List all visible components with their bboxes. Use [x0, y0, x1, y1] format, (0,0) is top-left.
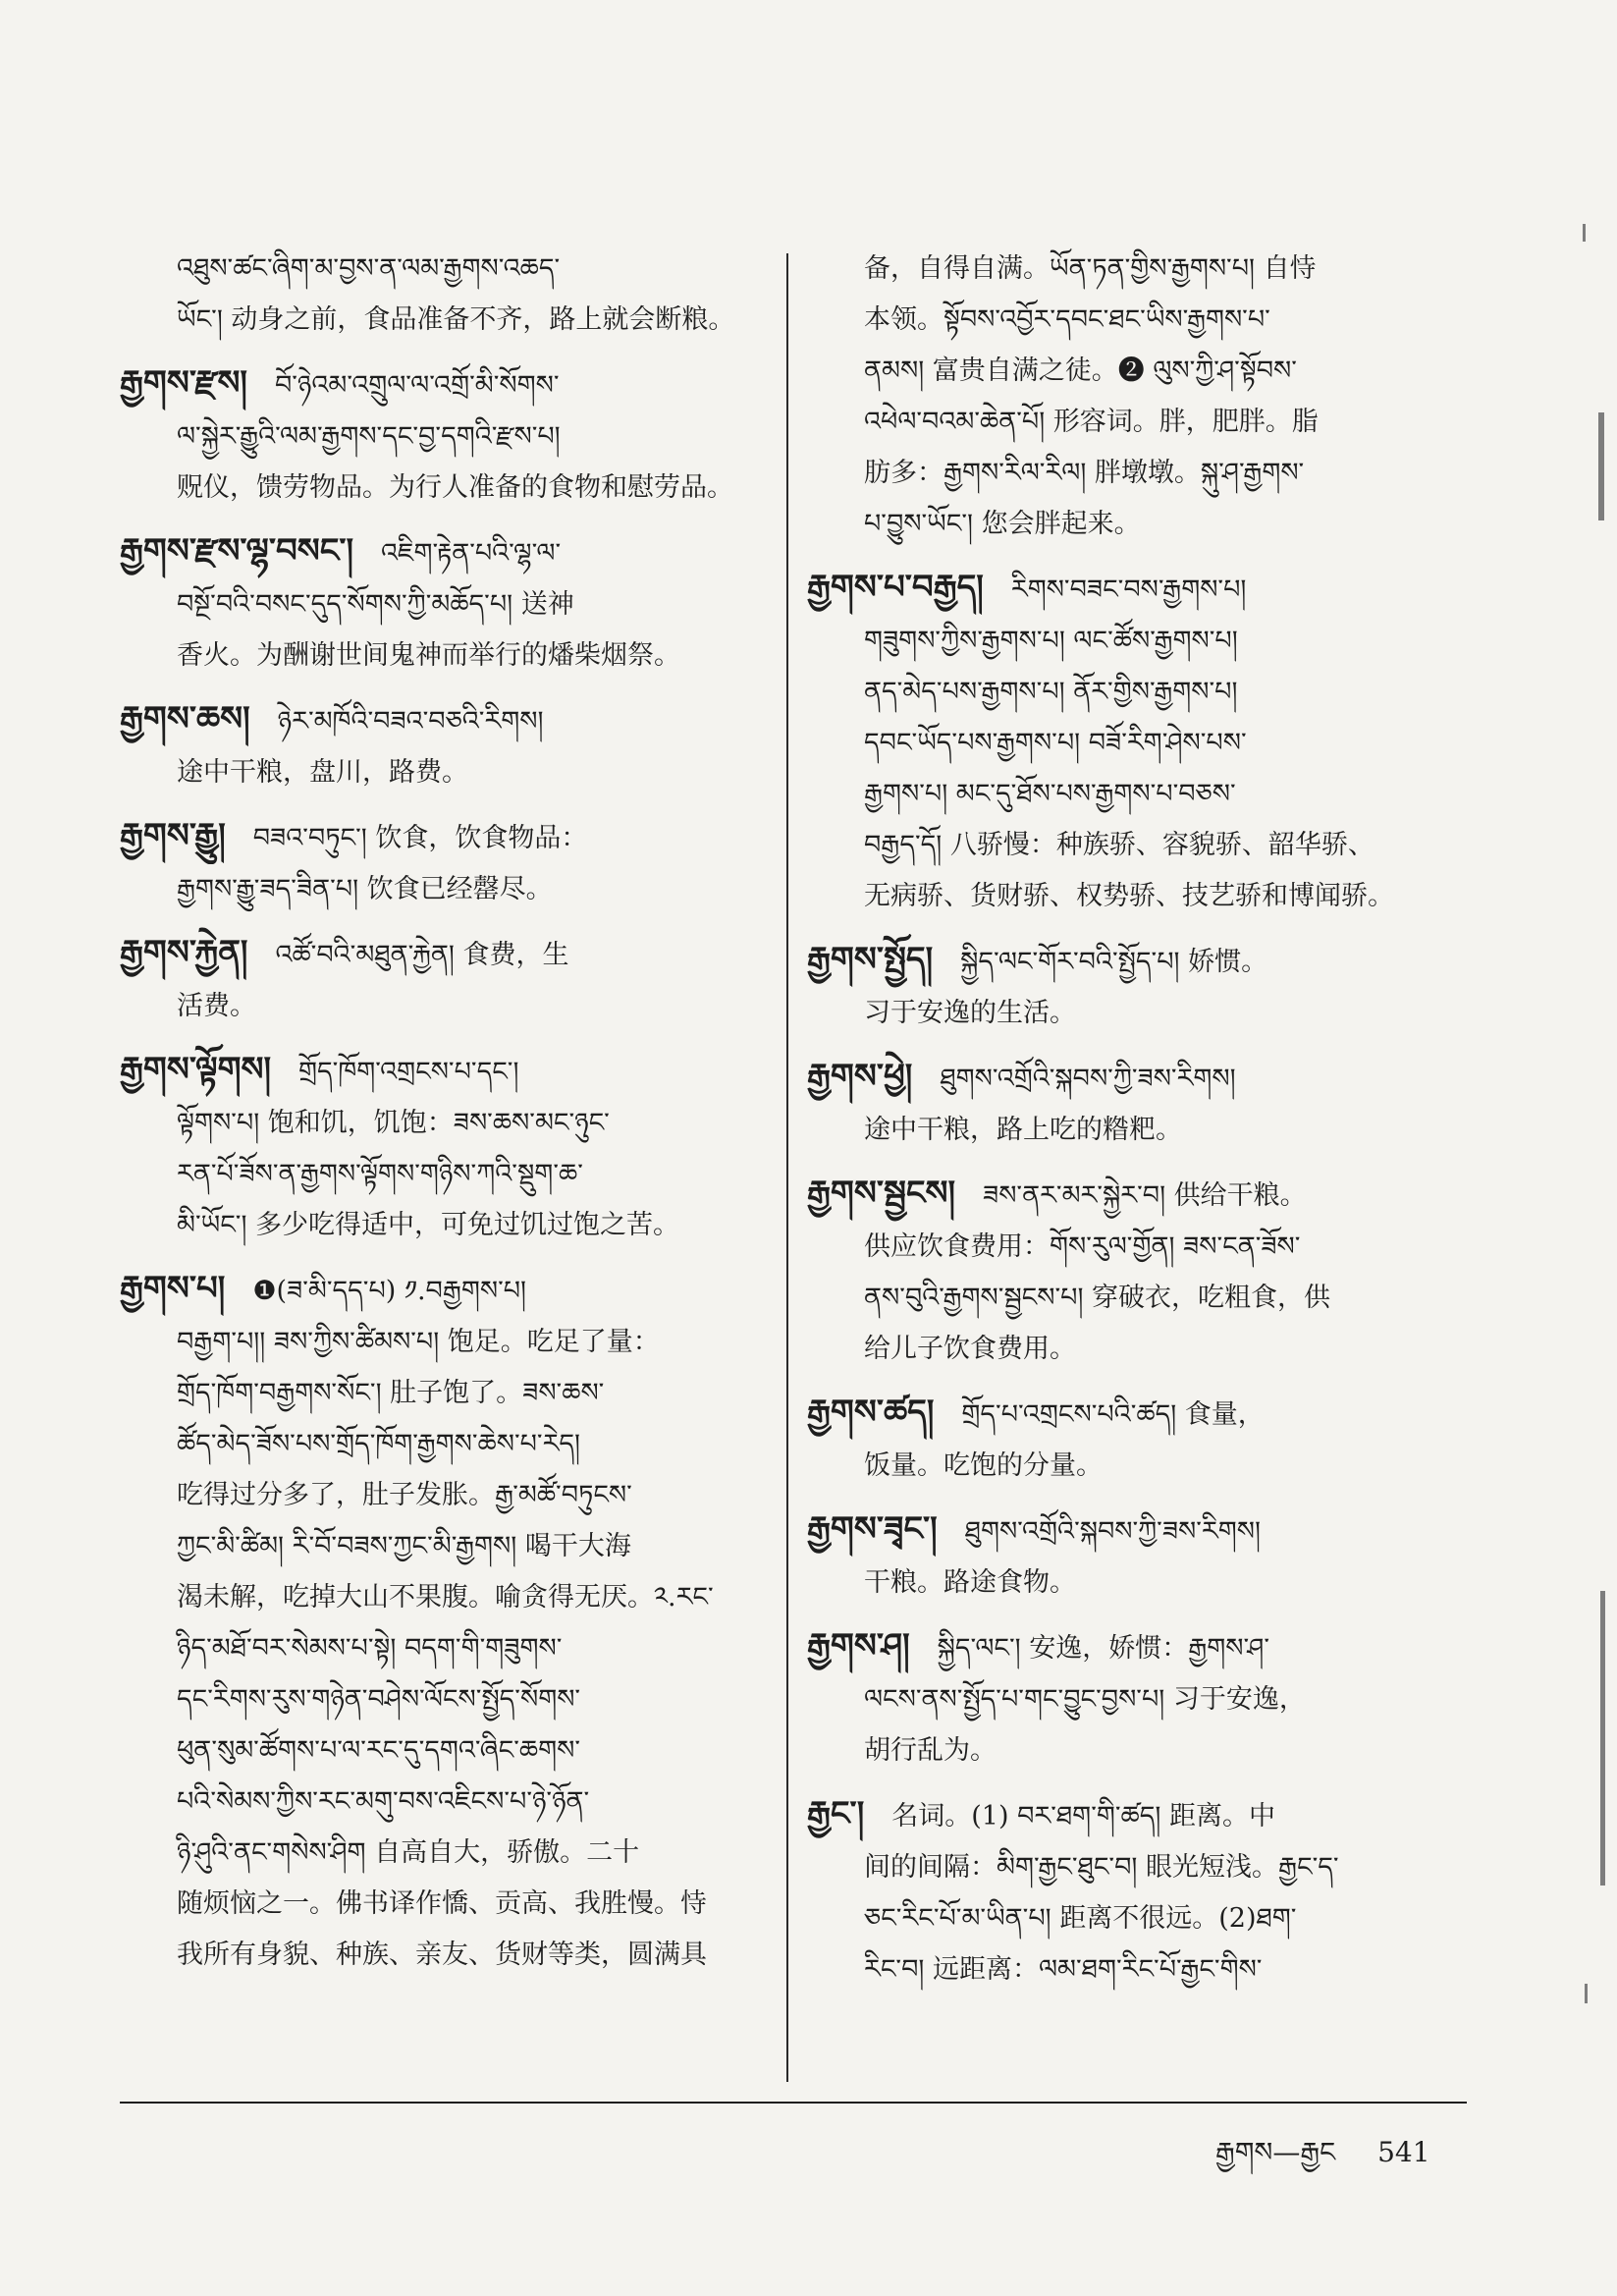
definition-text: བོ་ཉེའམ་འགྲུལ་ལ་འགྲོ་མི་སོགས་: [274, 370, 560, 401]
definition-text: ཕུན་སུམ་ཚོགས་པ་ལ་རང་དུ་དགའ་ཞིང་ཆགས་: [177, 1735, 581, 1766]
text-line: 本领。སྟོབས་འབྱོར་དབང་ཐང་ཡིས་རྒྱགས་པ་: [864, 304, 1270, 335]
definition-text: རྒྱགས་རྒྱུ་ཟད་ཟིན་པ། 饮食已经罄尽。: [177, 874, 553, 904]
dictionary-entry: [807, 562, 1463, 922]
text-line: [807, 769, 1463, 820]
text-line: [807, 1674, 1463, 1725]
dictionary-entry: [807, 934, 1463, 1039]
text-line: [807, 1441, 1463, 1492]
entry-first-line: [120, 1044, 776, 1098]
page-footer: [1215, 2121, 1430, 2199]
definition-text: ཉེར་མཁོའི་བཟའ་བཅའི་རིགས།: [277, 706, 544, 737]
headword: རྒྱགས་ལྟོགས།: [120, 1050, 272, 1089]
definition-text: 随烦恼之一。佛书译作憍、贡高、我胜慢。恃: [177, 1888, 707, 1919]
definition-text: གྲོད་པ་འགྲངས་པའི་ཚད། 食量，: [961, 1399, 1265, 1430]
text-line: [120, 1419, 776, 1470]
text-line: [120, 1828, 776, 1879]
definition-text: ཀྱང་མི་ཚིམ། རི་བོ་བཟས་ཀྱང་མི་རྒྱགས། 喝干大海: [177, 1531, 631, 1561]
text-line: [807, 1842, 1463, 1893]
text-line: 肪多：རྒྱགས་རིལ་རིལ། 胖墩墩。སྐུ་ཤ་རྒྱགས་: [864, 458, 1305, 488]
headword: རྒྱགས་རྐྱེན།: [120, 933, 248, 972]
definition-text: ཐུགས་འགྲོའི་སྐབས་ཀྱི་ཟས་རིགས།: [964, 1516, 1261, 1547]
definition-text: ཉི་ཤུའི་ནང་གསེས་ཤིག 自高自大，骄傲。二十: [177, 1837, 640, 1868]
headword: རྒྱགས་རྫས།: [120, 363, 247, 403]
definition-text: དང་རིགས་རུས་གཉེན་བཤེས་ལོངས་སྤྱོད་སོགས་: [177, 1684, 581, 1715]
definition-text: བཟའ་བཏུང་། 饮食，饮食物品：: [252, 823, 588, 853]
text-line: [120, 1623, 776, 1674]
definition-text: བརྒྱག་པ།། ཟས་ཀྱིས་ཚིམས་པ། 饱足。吃足了量：: [177, 1327, 660, 1357]
dictionary-entry: [807, 1620, 1463, 1777]
definition-text: 途中干粮，路上吃的糌粑。: [864, 1115, 1182, 1145]
text-line: [120, 747, 776, 798]
text-line: [120, 1777, 776, 1828]
entry-first-line: [807, 1788, 1463, 1842]
text-line: [120, 463, 776, 514]
text-line: [807, 1944, 1463, 1995]
dictionary-entry: [807, 1168, 1463, 1375]
definition-text: ཐུགས་འགྲོའི་སྐབས་ཀྱི་ཟས་རིགས།: [940, 1064, 1236, 1094]
definition-text: པའི་སེམས་ཀྱིས་རང་མགུ་བས་འཇིངས་པ་ཉེ་ཉོན་: [177, 1786, 590, 1817]
scan-edge-mark: [1583, 224, 1586, 242]
dictionary-entry: [807, 1503, 1463, 1609]
headword: རྒྱགས་པ་བརྒྱད།: [807, 568, 984, 607]
dictionary-entry: [120, 357, 776, 514]
headword: རྒྱགས་སྤྱོད།: [807, 940, 934, 979]
text-line: [120, 1149, 776, 1200]
text-line: [807, 616, 1463, 667]
text-line: [120, 1200, 776, 1251]
definition-text: 我所有身貌、种族、亲友、货财等类，圆满具: [177, 1940, 707, 1970]
headword: རྒྱགས་ཚད།: [807, 1393, 935, 1432]
headword: རྒྱགས་ཕྱེ།: [807, 1057, 913, 1096]
definition-text: 吃得过分多了，肚子发胀。རྒྱ་མཚོ་བཏུངས་: [177, 1480, 632, 1510]
text-line: [120, 1930, 776, 1981]
text-line: [120, 1470, 776, 1521]
headword: རྒྱང་།: [807, 1794, 865, 1833]
definition-text: 香火。为酬谢世间鬼神而举行的燔柴烟祭。: [177, 640, 680, 671]
right-column: [807, 244, 1463, 2007]
definition-text: རིང་བ། 远距离：ལམ་ཐག་རིང་པོ་རྒྱང་གིས་: [864, 1954, 1263, 1985]
definition-text: བརྒྱད་དོ། 八骄慢：种族骄、容貌骄、韶华骄、: [864, 830, 1374, 860]
headword: རྒྱགས་ཆས།: [120, 699, 250, 738]
dictionary-entry: [120, 693, 776, 798]
text-line: [807, 988, 1463, 1039]
text-line: [120, 630, 776, 682]
definition-text: བསྔོ་བའི་བསང་དུད་སོགས་ཀྱི་མཆོད་པ། 送神: [177, 589, 574, 620]
text-line: [807, 1273, 1463, 1324]
scan-edge-mark: [1600, 1591, 1605, 1886]
footer-rule: [120, 2102, 1467, 2104]
text-line: [120, 579, 776, 630]
entry-first-line: [120, 693, 776, 747]
text-line: [807, 1105, 1463, 1156]
text-line: [807, 1893, 1463, 1944]
entry-first-line: [120, 525, 776, 579]
text-line: [120, 1879, 776, 1930]
definition-text: ❶(ཟ་མི་དད་པ) ༡.བརྒྱགས་པ།: [252, 1276, 527, 1306]
entry-first-line: [807, 1051, 1463, 1105]
text-line: པ་བྱུས་ཡོང་། 您会胖起来。: [864, 509, 1141, 539]
definition-text: གྲོད་ཁོག་འགྲངས་པ་དང་།: [298, 1057, 519, 1087]
entry-first-line: [120, 927, 776, 981]
definition-text: ཅང་རིང་པོ་མ་ཡིན་པ། 距离不很远。(2)ཐག་: [864, 1903, 1297, 1934]
text-line: [807, 1222, 1463, 1273]
text-line: [807, 1324, 1463, 1375]
definition-text: 渴未解，吃掉大山不果腹。喻贪得无厌。༢.རང་: [177, 1582, 714, 1613]
definition-text: 饭量。吃饱的分量。: [864, 1450, 1103, 1481]
headword: རྒྱགས་སྦྱངས།: [807, 1174, 956, 1213]
definition-text: རིགས་བཟང་བས་རྒྱགས་པ།: [1010, 574, 1247, 605]
definition-text: 间的间隔：མིག་རྒྱང་ཐུང་བ། 眼光短浅。རྒྱང་ད་: [864, 1852, 1339, 1883]
definition-text: 途中干粮，盘川，路费。: [177, 757, 468, 788]
text-line: [807, 1725, 1463, 1777]
definition-text: ནད་མེད་པས་རྒྱགས་པ། ནོར་གྱིས་རྒྱགས་པ།: [864, 677, 1238, 707]
text-line: [120, 1674, 776, 1725]
text-line: [807, 820, 1463, 871]
dictionary-entry: [120, 927, 776, 1032]
text-line: [120, 1368, 776, 1419]
definition-text: མི་ཡོང་། 多少吃得适中，可免过饥过饱之苦。: [177, 1210, 680, 1240]
text-line: [807, 718, 1463, 769]
definition-text: འཚོ་བའི་མཐུན་རྐྱེན། 食费，生: [275, 940, 569, 970]
definition-text: ཚོད་མེད་ཟོས་པས་གྲོད་ཁོག་རྒྱགས་ཆེས་པ་རེད།: [177, 1429, 581, 1459]
entry-first-line: [120, 810, 776, 864]
definition-text: 贶仪，馈劳物品。为行人准备的食物和慰劳品。: [177, 472, 733, 503]
column-divider: [786, 253, 788, 2082]
continuation-text: [120, 244, 776, 346]
text-line: [120, 864, 776, 915]
definition-text: ལ་སྐྱེར་རྒྱུའི་ལམ་རྒྱགས་དང་བྱ་དགའི་རྫས་པ།: [177, 421, 561, 452]
entry-first-line: [807, 1503, 1463, 1558]
entry-first-line: [807, 562, 1463, 616]
dictionary-entry: [120, 810, 776, 915]
definition-text: གཟུགས་ཀྱིས་རྒྱགས་པ། ལང་ཚོས་རྒྱགས་པ།: [864, 626, 1238, 656]
definition-text: 干粮。路途食物。: [864, 1567, 1076, 1598]
definition-text: དབང་ཡོད་པས་རྒྱགས་པ། བཟོ་རིག་ཤེས་པས་: [864, 728, 1247, 758]
text-line: [120, 1572, 776, 1623]
definition-text: 名词。(1) བར་ཐག་གི་ཚད། 距离。中: [891, 1801, 1275, 1831]
definition-text: 供应饮食费用：གོས་རུལ་གྱོན། ཟས་ངན་ཟོས་: [864, 1231, 1301, 1262]
text-line: [120, 1725, 776, 1777]
continuation-text: [807, 244, 1463, 550]
dictionary-entry: [807, 1788, 1463, 1995]
text-line: [807, 667, 1463, 718]
text-line: 备，自得自满。ཡོན་ཏན་གྱིས་རྒྱགས་པ། 自恃: [864, 253, 1317, 284]
dictionary-entry: [807, 1051, 1463, 1156]
dictionary-entry: [120, 1263, 776, 1981]
headword: རྒྱགས་ཟྭང་།: [807, 1509, 938, 1549]
text-line: ནམས། 富贵自满之徒。❷ ལུས་ཀྱི་ཤ་སྟོབས་: [864, 355, 1297, 386]
definition-text: 习于安逸的生活。: [864, 998, 1076, 1028]
entry-first-line: [807, 1387, 1463, 1441]
definition-text: 活费。: [177, 991, 256, 1021]
definition-text: འཇིག་རྟེན་པའི་ལྷ་ལ་: [381, 538, 562, 569]
definition-text: 胡行乱为。: [864, 1735, 997, 1766]
definition-text: གྲོད་ཁོག་བརྒྱགས་སོང་། 肚子饱了。ཟས་ཆས་: [177, 1378, 605, 1408]
entry-first-line: [120, 357, 776, 411]
scan-edge-mark: [1585, 1984, 1588, 2003]
definition-text: ནས་བུའི་རྒྱགས་སྦྱངས་པ། 穿破衣，吃粗食，供: [864, 1283, 1331, 1313]
definition-text: རྒྱགས་པ། མང་དུ་ཐོས་པས་རྒྱགས་པ་བཅས་: [864, 779, 1236, 809]
text-line: [120, 411, 776, 463]
running-head: རྒྱགས—རྒྱང: [1215, 2136, 1336, 2168]
text-line: འཐུས་ཚང་ཞིག་མ་བྱས་ན་ལམ་རྒྱགས་འཆད་: [177, 253, 561, 284]
definition-text: སྐྱིད་ལང་གོར་བའི་སྤྱོད་པ། 娇惯。: [960, 947, 1268, 977]
definition-text: ཟས་ནར་མར་སྐྱེར་བ། 供给干粮。: [983, 1180, 1307, 1211]
text-line: [120, 1098, 776, 1149]
definition-text: རན་པོ་ཟོས་ན་རྒྱགས་ལྟོགས་གཉིས་ཀའི་སྡུག་ཆ་: [177, 1159, 583, 1189]
text-line: [120, 981, 776, 1032]
left-column: [120, 244, 776, 1993]
dictionary-entry: [120, 1044, 776, 1251]
entry-first-line: [120, 1263, 776, 1317]
page-number: 541: [1377, 2136, 1430, 2168]
definition-text: 无病骄、货财骄、权势骄、技艺骄和博闻骄。: [864, 881, 1394, 911]
entry-first-line: [807, 934, 1463, 988]
definition-text: ལྟོགས་པ། 饱和饥，饥饱：ཟས་ཆས་མང་ཉུང་: [177, 1108, 610, 1138]
definition-text: ལངས་ནས་སྤྱོད་པ་གང་བྱུང་བྱས་པ། 习于安逸，: [864, 1684, 1306, 1715]
text-line: [120, 1521, 776, 1572]
headword: རྒྱགས་པ།: [120, 1269, 226, 1308]
dictionary-entry: [807, 1387, 1463, 1492]
headword: རྒྱགས་ཤ།: [807, 1626, 910, 1666]
entry-first-line: [807, 1168, 1463, 1222]
entry-first-line: [807, 1620, 1463, 1674]
text-line: [807, 1558, 1463, 1609]
definition-text: ཉིད་མཐོ་བར་སེམས་པ་སྟེ། བདག་གི་གཟུགས་: [177, 1633, 563, 1664]
definition-text: སྐྱིད་ལང་། 安逸，娇惯：རྒྱགས་ཤ་: [937, 1633, 1269, 1664]
text-line: འཕེལ་བའམ་ཆེན་པོ། 形容词。胖，肥胖。脂: [864, 407, 1319, 437]
dictionary-entry: [120, 525, 776, 682]
definition-text: 给儿子饮食费用。: [864, 1334, 1076, 1364]
text-line: [807, 871, 1463, 922]
text-line: [120, 1317, 776, 1368]
headword: རྒྱགས་རྒྱུ།: [120, 816, 226, 855]
headword: རྒྱགས་རྫས་ལྷ་བསང་།: [120, 531, 354, 571]
scan-edge-mark: [1598, 412, 1604, 520]
text-line: ཡོང་། 动身之前，食品准备不齐，路上就会断粮。: [177, 304, 735, 335]
